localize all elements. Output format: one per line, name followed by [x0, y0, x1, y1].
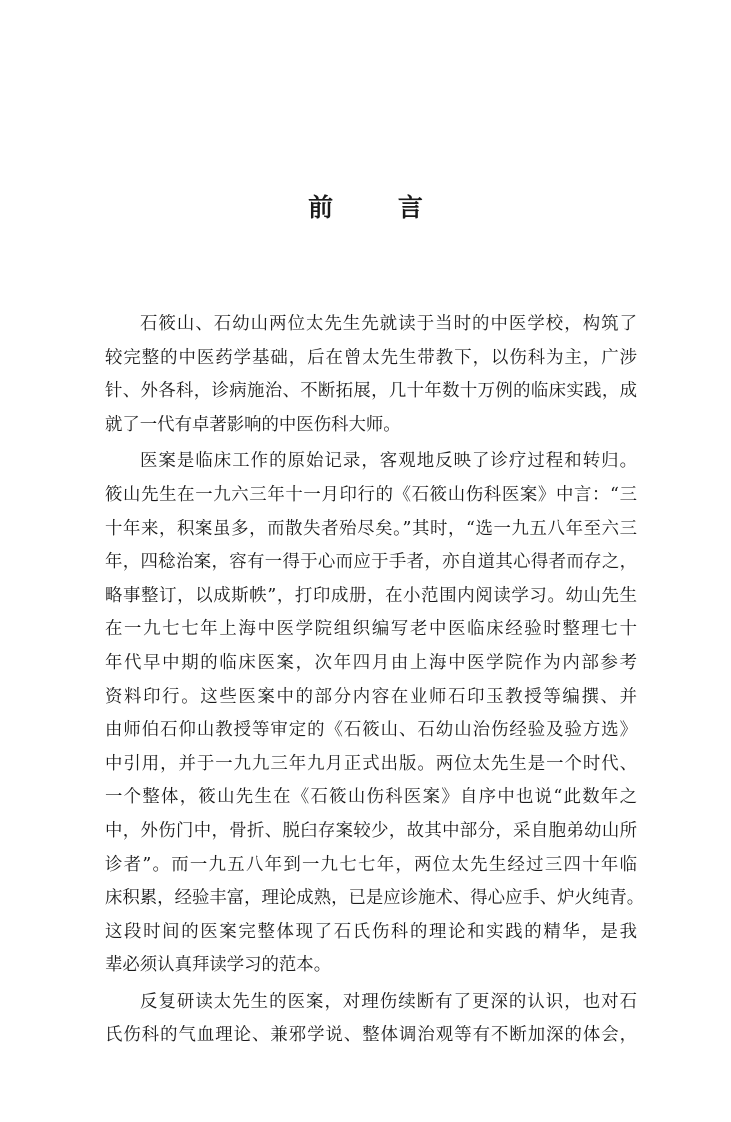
paragraph-2-line-15: 这段时间的医案完整体现了石氏伤科的理论和实践的精华，是我: [105, 921, 637, 942]
paragraph-2-line-1: 医案是临床工作的原始记录，客观地反映了诊疗过程和转归。: [140, 451, 637, 472]
paragraph-2-line-10: 中引用，并于一九九三年九月正式出版。两位太先生是一个时代、: [105, 753, 637, 774]
paragraph-3-line-1: 反复研读太先生的医案，对理伤续断有了更深的认识，也对石: [140, 991, 637, 1012]
paragraph-1-line-3: 针、外各科，诊病施治、不断拓展，几十年数十万例的临床实践，成: [105, 381, 637, 402]
paragraph-2-line-8: 资料印行。这些医案中的部分内容在业师石印玉教授等编撰、并: [105, 686, 637, 707]
paragraph-2-line-14: 床积累，经验丰富，理论成熟，已是应诊施术、得心应手、炉火纯青。: [105, 888, 645, 909]
page-title: 前 言: [308, 193, 451, 222]
body-text: [105, 308, 645, 1053]
paragraph-2-line-5: 略事整订，以成斯帙”，打印成册，在小范围内阅读学习。幼山先生: [105, 585, 637, 606]
paragraph-2-line-6: 在一九七七年上海中医学院组织编写老中医临床经验时整理七十: [105, 619, 637, 640]
paragraph-1-line-2: 较完整的中医药学基础，后在曾太先生带教下，以伤科为主，广涉: [105, 347, 637, 368]
paragraph-3-line-2: 氏伤科的气血理论、兼邪学说、整体调治观等有不断加深的体会，: [105, 1025, 637, 1046]
paragraph-2-line-4: 年，四稔治案，容有一得于心而应于手者，亦自道其心得者而存之，: [105, 552, 637, 573]
paragraph-2-line-12: 中，外伤门中，骨折、脱臼存案较少，故其中部分，采自胞弟幼山所: [105, 820, 637, 841]
paragraph-2-line-3: 十年来，积案虽多，而散失者殆尽矣。”其时，“选一九五八年至六三: [105, 518, 637, 539]
paragraph-2-line-7: 年代早中期的临床医案，次年四月由上海中医学院作为内部参考: [105, 652, 637, 673]
paragraph-2-line-16: 辈必须认真拜读学习的范本。: [105, 955, 332, 976]
paragraph-2-line-9: 由师伯石仰山教授等审定的《石筱山、石幼山治伤经验及验方选》: [105, 720, 637, 741]
paragraph-2-line-11: 一个整体，筱山先生在《石筱山伤科医案》自序中也说“此数年之: [105, 787, 637, 808]
paragraph-1-line-1: 石筱山、石幼山两位太先生先就读于当时的中医学校，构筑了: [140, 314, 637, 334]
paragraph-1-line-4: 就了一代有卓著影响的中医伤科大师。: [105, 414, 401, 435]
paragraph-2-line-13: 诊者”。而一九五八年到一九七七年，两位太先生经过三四十年临: [105, 854, 637, 875]
paragraph-2-line-2: 筱山先生在一九六三年十一月印行的《石筱山伤科医案》中言：“三: [105, 484, 637, 505]
